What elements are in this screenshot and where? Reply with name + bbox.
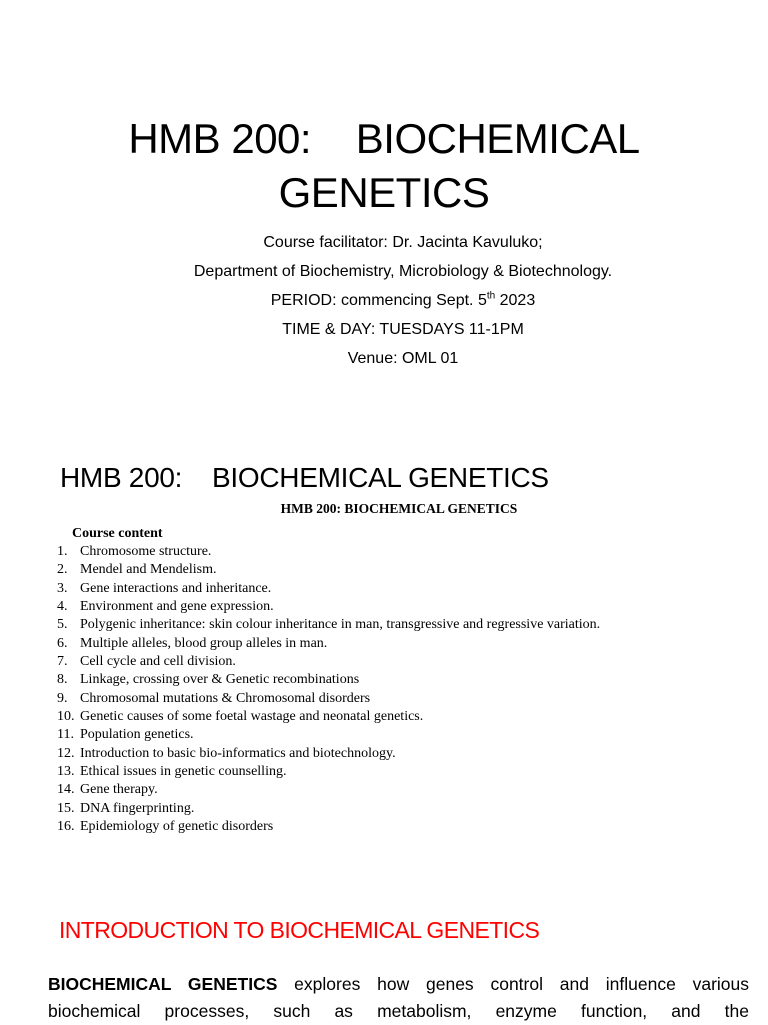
period-superscript: th: [486, 290, 496, 302]
period-prefix: PERIOD: commencing Sept. 5: [270, 292, 487, 309]
list-item: [57, 561, 600, 579]
item-text: Epidemiology of genetic disorders: [80, 819, 274, 835]
title-line-2: GENETICS: [278, 169, 490, 216]
item-number: 13.: [57, 764, 75, 780]
item-number: 6.: [57, 635, 68, 651]
item-text: Chromosome structure.: [80, 544, 212, 559]
list-item: [57, 818, 600, 836]
slide2-subtitle: HMB 200: BIOCHEMICAL GENETICS: [280, 501, 518, 516]
item-text: Gene therapy.: [80, 782, 158, 798]
list-item: [57, 763, 600, 781]
item-text: Gene interactions and inheritance.: [80, 580, 272, 596]
item-number: 5.: [57, 617, 68, 633]
item-number: 8.: [57, 672, 68, 688]
paragraph-line-2: biochemical processes, such as metabolism, enzyme function, and the: [48, 1001, 749, 1021]
intro-paragraph: [48, 971, 749, 1025]
paragraph-bold-term: BIOCHEMICAL GENETICS: [48, 974, 278, 994]
slide2-title: HMB 200: BIOCHEMICAL GENETICS: [60, 462, 549, 493]
list-item: [57, 690, 600, 708]
item-number: 11.: [57, 727, 74, 743]
item-number: 15.: [57, 800, 75, 816]
list-item: [57, 708, 600, 726]
course-content-list: [57, 543, 600, 837]
list-item: [57, 671, 600, 689]
item-text: Population genetics.: [80, 727, 194, 743]
paragraph-line-1: [48, 971, 749, 998]
list-item: [57, 726, 600, 744]
title-line-1: HMB 200: BIOCHEMICAL: [128, 115, 640, 162]
list-item: [57, 543, 600, 561]
item-number: 3.: [57, 580, 68, 596]
course-content-heading: Course content: [72, 526, 163, 541]
facilitator-text: Course facilitator: Dr. Jacinta Kavuluko;: [263, 234, 543, 251]
slide3-title: INTRODUCTION TO BIOCHEMICAL GENETICS: [59, 917, 540, 943]
list-item: [57, 616, 600, 634]
item-text: DNA fingerprinting.: [80, 800, 195, 816]
item-text: Mendel and Mendelism.: [80, 562, 217, 578]
item-number: 2.: [57, 562, 68, 578]
item-number: 10.: [57, 709, 75, 725]
paragraph-line-1-rest: explores how genes control and influence various: [277, 974, 749, 994]
item-text: Environment and gene expression.: [80, 599, 274, 615]
course-info: [0, 228, 768, 373]
period-suffix: 2023: [495, 292, 536, 309]
list-item: [57, 635, 600, 653]
item-number: 14.: [57, 782, 75, 798]
item-text: Chromosomal mutations & Chromosomal disorders: [80, 690, 371, 706]
list-item: [57, 745, 600, 763]
item-text: Polygenic inheritance: skin colour inheritance in man, transgressive and regressive variation.: [80, 617, 601, 633]
slide1-title: [0, 112, 768, 220]
item-text: Genetic causes of some foetal wastage and neonatal genetics.: [80, 709, 424, 725]
list-item: [57, 653, 600, 671]
list-item: [57, 580, 600, 598]
list-item: [57, 800, 600, 818]
list-item: [57, 598, 600, 616]
item-text: Multiple alleles, blood group alleles in man.: [80, 635, 328, 651]
list-item: [57, 781, 600, 799]
department-text: Department of Biochemistry, Microbiology & Biotechnology.: [193, 263, 613, 280]
item-number: 7.: [57, 654, 68, 670]
item-number: 16.: [57, 819, 75, 835]
venue-text: Venue: OML 01: [347, 350, 459, 367]
time-day-text: TIME & DAY: TUESDAYS 11-1PM: [282, 321, 524, 338]
item-number: 12.: [57, 745, 75, 761]
item-text: Ethical issues in genetic counselling.: [80, 764, 287, 780]
item-text: Cell cycle and cell division.: [80, 654, 236, 670]
item-text: Linkage, crossing over & Genetic recombinations: [80, 672, 360, 688]
item-number: 4.: [57, 599, 68, 615]
item-number: 9.: [57, 690, 68, 706]
period-text: [0, 286, 768, 315]
item-text: Introduction to basic bio-informatics and biotechnology.: [80, 745, 396, 761]
item-number: 1.: [57, 544, 68, 559]
